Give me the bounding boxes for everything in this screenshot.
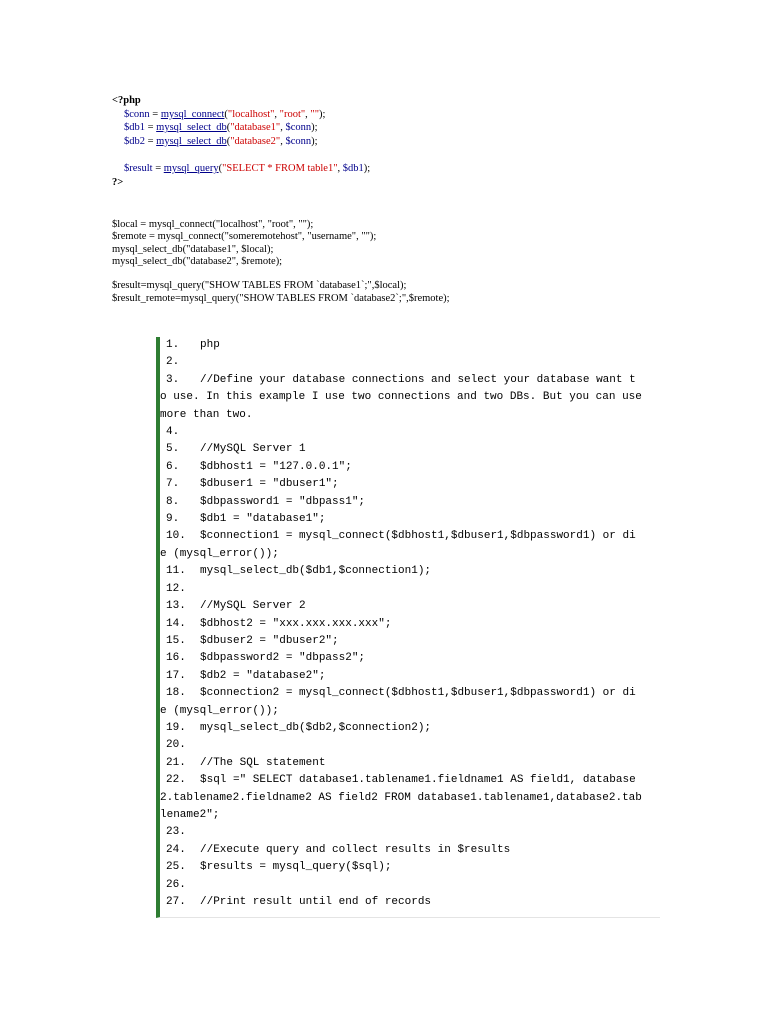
line-number: 8. [166,495,180,508]
code-text: //MySQL Server 1 [200,443,306,456]
php-op: = [145,122,157,134]
code-text: $db2 = "database2"; [200,669,326,682]
php-punct: ( [226,135,231,147]
code-line [160,755,660,772]
php-string: "SELECT * FROM table1" [222,162,338,174]
php-punct: ); [318,108,326,120]
code-text: php [200,339,220,351]
code-line [160,668,660,685]
code-line [160,354,660,371]
code-text: $dbuser2 = "dbuser2"; [200,634,339,647]
line-number: 10. [166,530,186,543]
php-var: $db1 [342,162,364,174]
php-punct: ); [363,162,371,174]
code-line [160,581,660,598]
line-number: 26. [166,878,186,891]
php-punct: ); [311,135,318,147]
php-open-tag: <?php [112,95,141,106]
code-listing [156,337,660,918]
code-line [160,511,660,528]
code-line [160,633,660,650]
php-var: $db2 [124,135,145,147]
php-line-result [112,162,370,176]
php-function-link[interactable]: mysql_select_db [156,135,227,147]
code-line [160,616,660,633]
code-line [160,563,660,580]
line-number: 19. [166,721,186,734]
code-text: $results = mysql_query($sql); [200,861,392,874]
line-number: 22. [166,774,186,787]
php-function-link[interactable]: mysql_query [163,162,219,174]
line-number: 17. [166,669,186,682]
php-function-link[interactable]: mysql_select_db [156,122,227,134]
code-text: //Define your database connections and select your database want t [200,373,636,386]
php-punct: ( [224,108,228,120]
php-punct: , [337,162,343,174]
php-punct: ); [311,122,318,134]
line-number: 2. [166,356,180,369]
code-text: //Execute query and collect results in $results [200,843,511,856]
php-op: = [145,135,157,147]
code-line [160,737,660,754]
line-number: 27. [166,896,186,908]
code-line [160,494,660,511]
code-line [160,859,660,876]
line-number: 5. [166,443,180,456]
php-var: $conn [285,122,312,134]
php-punct: , [305,108,311,120]
code-text: $dbpassword2 = "dbpass2"; [200,652,366,665]
line-number: 6. [166,460,180,473]
plain-code-snippet [112,219,450,305]
plain-code-gap [112,269,450,281]
php-punct: , [274,108,280,120]
code-line-wrap: e (mysql_error()); [160,704,279,717]
code-line [160,424,660,441]
code-line [160,650,660,667]
line-number: 23. [166,826,186,839]
code-text: $connection1 = mysql_connect($dbhost1,$dbuser1,$dbpassword1) or di [200,530,636,543]
line-number: 14. [166,617,186,630]
php-var: $db1 [124,122,145,134]
code-line-wrap: o use. In this example I use two connections and two DBs. But you can use [160,391,642,404]
php-highlighted-snippet [112,94,370,189]
php-op: = [149,108,161,120]
plain-code-line: $remote = mysql_connect("someremotehost", "username", ""); [112,231,377,243]
line-number: 13. [166,600,186,613]
code-line [160,598,660,615]
php-var: $result [124,162,153,174]
code-text: mysql_select_db($db2,$connection2); [200,721,432,734]
code-text: //MySQL Server 2 [200,600,306,613]
line-number: 7. [166,478,180,491]
code-text: mysql_select_db($db1,$connection1); [200,565,432,578]
line-number: 25. [166,861,186,874]
code-line-wrap: lename2"; [160,808,220,821]
php-string: "" [310,108,319,120]
code-text: $dbuser1 = "dbuser1"; [200,478,339,491]
code-text: $sql =" SELECT database1.tablename1.fieldname1 AS field1, database [200,774,636,787]
php-punct: , [280,135,286,147]
code-text: $db1 = "database1"; [200,513,326,526]
php-string: "root" [279,108,306,120]
code-text: $dbhost1 = "127.0.0.1"; [200,460,352,473]
plain-code-line: $local = mysql_connect("localhost", "root", ""); [112,219,314,230]
php-punct: ( [226,122,231,134]
line-number: 18. [166,687,186,700]
code-text: $dbhost2 = "xxx.xxx.xxx.xxx"; [200,617,392,630]
line-number: 15. [166,634,186,647]
code-line [160,842,660,859]
php-var: $conn [285,135,312,147]
plain-code-line: $result_remote=mysql_query("SHOW TABLES FROM `database2`;",$remote); [112,292,450,304]
code-line [160,824,660,841]
line-number: 4. [166,426,180,439]
plain-code-line: $result=mysql_query("SHOW TABLES FROM `database1`;",$local); [112,280,407,292]
code-text: $dbpassword1 = "dbpass1"; [200,495,366,508]
code-line [160,685,660,702]
line-number: 12. [166,582,186,595]
php-op: = [152,162,164,174]
php-var: $conn [124,108,150,120]
line-number: 24. [166,843,186,856]
plain-code-line: mysql_select_db("database1", $local); [112,243,274,255]
code-line [160,476,660,493]
php-blank-line [112,148,370,162]
code-text: $connection2 = mysql_connect($dbhost1,$dbuser1,$dbpassword1) or di [200,687,636,700]
line-number: 3. [166,373,180,386]
code-text: //The SQL statement [200,756,326,769]
code-line [160,459,660,476]
line-number: 1. [166,339,180,351]
line-number: 20. [166,739,186,752]
line-number: 16. [166,652,186,665]
line-number: 21. [166,756,186,769]
code-line [160,337,660,354]
php-punct: , [280,122,286,134]
php-string: "localhost" [227,108,275,120]
php-function-link[interactable]: mysql_connect [160,108,225,120]
code-line-wrap: 2.tablename2.fieldname2 AS field2 FROM database1.tablename1,database2.tab [160,791,642,804]
php-string: "database2" [230,135,281,147]
php-line-conn [112,108,370,122]
php-string: "database1" [230,122,281,134]
php-line-db1 [112,121,370,135]
code-line [160,441,660,458]
line-number: 11. [166,565,186,578]
code-line [160,372,660,389]
php-punct: ( [218,162,223,174]
code-line [160,528,660,545]
code-line [160,720,660,737]
code-line [160,877,660,894]
code-line [160,894,660,911]
php-line-db2 [112,135,370,149]
code-line-wrap: e (mysql_error()); [160,547,279,560]
line-number: 9. [166,513,180,526]
code-line [160,772,660,789]
code-line-wrap: more than two. [160,408,253,421]
plain-code-line: mysql_select_db("database2", $remote); [112,256,283,268]
code-text: //Print result until end of records [200,896,432,908]
php-close-tag: ?> [112,176,124,188]
